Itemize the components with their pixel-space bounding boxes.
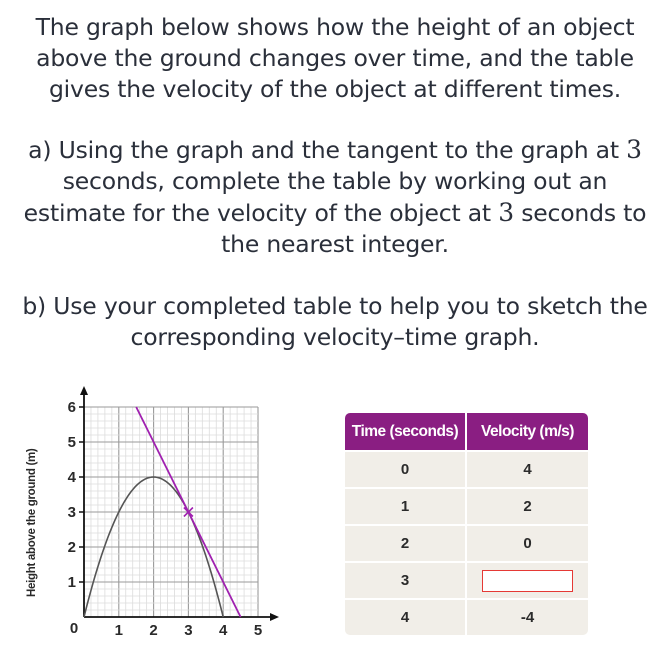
velocity-cell: 4 <box>467 450 588 487</box>
question-intro <box>0 12 670 105</box>
table-row <box>345 450 588 487</box>
time-cell: 0 <box>345 450 467 487</box>
chart-canvas <box>20 385 280 643</box>
table-row <box>345 524 588 561</box>
math-three: 3 <box>498 198 514 227</box>
x-tick-label: 2 <box>149 622 158 639</box>
question-part-a <box>0 134 670 260</box>
part-b-line-1: b) Use your completed table to help you to sketch the <box>22 292 648 320</box>
x-tick-label: 3 <box>184 622 193 639</box>
y-tick-label: 6 <box>67 399 76 416</box>
header-time: Time (seconds) <box>345 413 467 450</box>
velocity-cell: 2 <box>467 487 588 524</box>
intro-line-3: gives the velocity of the object at different times. <box>48 75 622 103</box>
velocity-answer-input[interactable] <box>482 570 573 592</box>
question-part-b <box>0 291 670 353</box>
time-cell: 4 <box>345 598 467 635</box>
y-axis-label-text: Height above the ground (m) <box>26 448 38 597</box>
velocity-cell: 0 <box>467 524 588 561</box>
part-a-line-3 <box>0 197 670 229</box>
intro-line-1: The graph below shows how the height of an object <box>35 13 635 41</box>
y-axis-arrow-icon <box>80 386 88 395</box>
part-a-line-1-text: a) Using the graph and the tangent to the graph at <box>28 136 627 164</box>
x-tick-label: 1 <box>114 622 123 639</box>
part-a-line-3-pre: estimate for the velocity of the object at <box>23 199 499 227</box>
x-tick-label: 4 <box>219 622 228 639</box>
x-tick-label: 5 <box>253 622 263 639</box>
y-tick-label: 2 <box>67 539 76 556</box>
part-a-line-1 <box>0 134 670 166</box>
time-cell: 2 <box>345 524 467 561</box>
x-axis-arrow-icon <box>270 613 279 621</box>
part-a-line-3-post: seconds to <box>513 199 647 227</box>
time-cell: 3 <box>345 561 467 598</box>
y-tick-label: 5 <box>67 434 76 451</box>
table-row <box>345 487 588 524</box>
velocity-cell: -4 <box>467 598 588 635</box>
intro-line-2: above the ground changes over time, and the table <box>36 44 634 72</box>
part-a-line-4: the nearest integer. <box>221 230 449 258</box>
part-b-line-2: corresponding velocity–time graph. <box>130 323 540 351</box>
origin-label: 0 <box>69 620 79 637</box>
y-tick-label: 1 <box>67 574 76 591</box>
table-row <box>345 598 588 635</box>
y-tick-label: 4 <box>67 469 76 486</box>
table-header-row <box>345 413 588 450</box>
velocity-answer-cell <box>467 561 588 598</box>
time-cell: 1 <box>345 487 467 524</box>
math-three: 3 <box>626 135 642 164</box>
part-a-line-2: seconds, complete the table by working out an <box>62 167 608 195</box>
height-time-graph <box>20 385 280 643</box>
y-tick-label: 3 <box>67 504 76 521</box>
velocity-table <box>345 413 588 635</box>
table-row <box>345 561 588 598</box>
header-velocity: Velocity (m/s) <box>467 413 588 450</box>
